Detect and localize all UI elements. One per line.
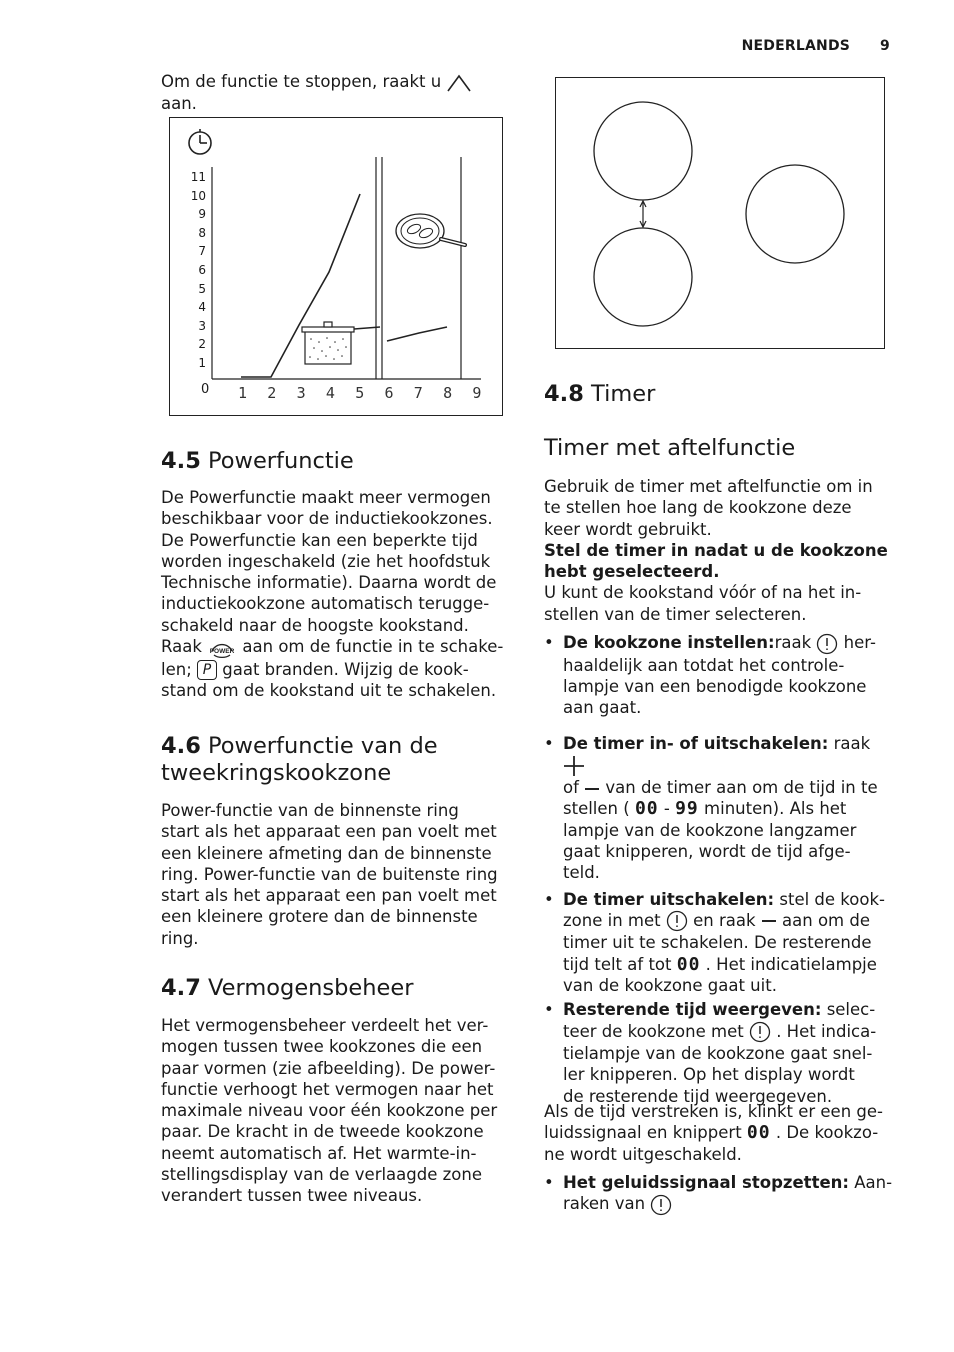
y-tick-label: 8 <box>198 225 206 240</box>
list-item: • De timer in- of uitschakelen: raak of van de timer aan om de tijd in te stellen ( 00 - 99 minuten). Als het lampje van de kookzone langzamer gaat knipperen, wordt de tijd afge- teld. <box>544 733 894 883</box>
y-tick-label: 6 <box>198 263 206 277</box>
text-line: U kunt de kookstand vóór of na het in- <box>544 583 862 603</box>
y-tick-label: 3 <box>198 318 206 333</box>
list-item: • De kookzone instellen:raak her- haaldelijk aan totdat het controle- lampje van een benodigde kookzone aan gaat. <box>544 632 894 718</box>
timer-icon <box>749 1021 771 1043</box>
text-line: inductiekookzone automatisch terugge- <box>161 594 490 614</box>
section-4-6 <box>161 733 511 787</box>
section-4-8-body: Gebruik de timer met aftelfunctie om in te stellen hoe lang de kookzone deze keer wordt gebruikt. Stel de timer in nadat u de kookzone hebt geselecteerd. U kunt de kookstand vóór of na het in- stellen van de timer selecteren. <box>544 476 894 625</box>
section-4-7-body <box>161 1015 511 1207</box>
x-tick-label: 1 <box>238 384 248 402</box>
section-4-7 <box>161 975 511 1002</box>
chevron-up-icon <box>446 73 472 93</box>
text-line: paar vormen (zie afbeelding). De power- <box>161 1058 496 1078</box>
section-heading: 4.5 Powerfunctie <box>161 448 354 474</box>
pair-arrow-icon <box>640 201 646 227</box>
text-line: start als het apparaat een pan voelt met <box>161 822 497 842</box>
x-tick-label: 4 <box>325 384 335 402</box>
list-item: • Resterende tijd weergeven: selec- teer de kookzone met . Het indica- tielampje van de kookzone gaat snel- ler knipperen. Op het display wordt de resterende tijd weergegeven. <box>544 999 894 1107</box>
plus-icon <box>563 755 585 777</box>
text-line: neemt automatisch af. Het warmte-in- <box>161 1143 477 1163</box>
text-line: mogen tussen twee kookzones die een <box>161 1037 483 1057</box>
display-digits: 99 <box>675 798 699 820</box>
text-line: een kleinere grotere dan de binnenste <box>161 907 478 927</box>
x-tick-label: 5 <box>355 384 365 402</box>
text-line: De Powerfunctie kan een beperkte tijd <box>161 530 478 550</box>
section-heading: 4.7 Vermogensbeheer <box>161 975 414 1001</box>
section-4-8-subtitle: Timer met aftelfunctie <box>544 435 796 461</box>
clock-icon <box>189 129 211 154</box>
y-tick-label: 10 <box>190 188 206 203</box>
display-digits: 00 <box>676 953 701 975</box>
text-line: paar. De kracht in de tweede kookzone <box>161 1122 484 1142</box>
text-line: Technische informatie). Daarna wordt de <box>161 573 497 593</box>
display-digits: 00 <box>634 798 659 820</box>
cooking-zone <box>594 228 692 326</box>
text-line: verandert tussen twee niveaus. <box>161 1186 423 1206</box>
section-4-5 <box>161 448 511 475</box>
display-digits: 00 <box>746 1122 771 1144</box>
power-graph <box>169 117 503 416</box>
section-4-5-body: De Powerfunctie maakt meer vermogen beschikbaar voor de inductiekookzones. De Powerfunctie kan een beperkte tijd worden ingeschakeld (zie het hoofdstuk Technische informatie). Daarna wordt de inductiekookzone automatisch terugge- schakeld naar de hoogste kookstand. Raak POWER aan om de functie in te schake- len; P gaat branden. Wijzig de kook- stand om de kookstand uit te schakelen. <box>161 487 511 701</box>
page-header <box>712 38 890 54</box>
origin-label: 0 <box>201 382 210 397</box>
y-tick-label: 1 <box>198 356 206 370</box>
x-tick-label: 9 <box>472 384 482 402</box>
x-tick-label: 8 <box>443 384 453 402</box>
timer-end-text: Als de tijd verstreken is, klinkt er een ge- luidssignaal en knippert 00 . De kookzo- ne wordt uitgeschakeld. <box>544 1102 883 1164</box>
x-tick-label: 7 <box>413 384 423 402</box>
text-line: ring. <box>161 928 199 948</box>
y-tick-label: 5 <box>198 281 206 296</box>
section-4-8 <box>544 381 894 408</box>
text-line: schakeld naar de hoogste kookstand. <box>161 615 469 635</box>
timer-icon <box>816 633 838 655</box>
text-line: beschikbaar voor de inductiekookzones. <box>161 509 493 529</box>
text-line: te stellen hoe lang de kookzone deze <box>544 498 852 518</box>
power-icon <box>207 637 237 659</box>
text-line: worden ingeschakeld (zie het hoofdstuk <box>161 551 491 571</box>
section-4-6-body <box>161 800 511 949</box>
text-line: De Powerfunctie maakt meer vermogen <box>161 488 491 507</box>
text-line: functie verhoogt het vermogen naar het <box>161 1079 494 1099</box>
section-heading: 4.6 Powerfunctie van de <box>161 733 438 759</box>
text-line: start als het apparaat een pan voelt met <box>161 886 497 906</box>
frying-pan-icon <box>396 214 465 248</box>
text-line: Power-functie van de binnenste ring <box>161 801 459 820</box>
page-number: 9 <box>880 38 890 54</box>
y-tick-label: 9 <box>198 207 206 222</box>
text-line: Het vermogensbeheer verdeelt het ver- <box>161 1016 489 1035</box>
minus-icon <box>761 916 777 926</box>
y-tick-label: 11 <box>190 170 206 184</box>
intro-line: aan. <box>161 93 197 113</box>
list-item: • Het geluidssignaal stopzetten: Aan- raken van <box>544 1172 894 1216</box>
y-tick-label: 7 <box>198 244 206 259</box>
text-line: Gebruik de timer met aftelfunctie om in <box>544 477 873 496</box>
text-line: ring. Power-functie van de buitenste ring <box>161 864 498 884</box>
x-tick-label: 2 <box>267 384 277 402</box>
text-line: stellen van de timer selecteren. <box>544 604 807 624</box>
text-line: een kleinere afmeting dan de binnenste <box>161 843 492 863</box>
hob-diagram <box>555 77 885 349</box>
minus-icon <box>584 784 600 794</box>
svg-text:POWER: POWER <box>209 647 235 655</box>
text-line: keer wordt gebruikt. <box>544 519 712 539</box>
header-language: NEDERLANDS <box>741 38 851 54</box>
x-tick-label: 6 <box>384 384 394 402</box>
x-tick-label: 3 <box>296 384 306 402</box>
timer-icon <box>650 1194 672 1216</box>
cooking-zone <box>746 165 844 263</box>
list-item: • De timer uitschakelen: stel de kook- zone in met en raak aan om de timer uit te schakelen. De resterende tijd telt af tot 00 . Het indicatielampje van de kookzone gaat uit. <box>544 889 894 997</box>
intro-line: Om de functie te stoppen, raakt u <box>161 72 442 91</box>
y-tick-label: 2 <box>198 337 206 352</box>
timer-bullets <box>544 632 894 1107</box>
p-indicator-icon: P <box>197 660 217 680</box>
cooking-zone <box>594 102 692 200</box>
reduced-curve <box>387 327 447 341</box>
y-tick-label: 4 <box>198 300 206 315</box>
text-line: maximale niveau voor één kookzone per <box>161 1101 498 1121</box>
pot-icon <box>302 322 380 364</box>
section-heading: 4.8 Timer <box>544 381 656 407</box>
section-heading-cont: tweekringskookzone <box>161 760 392 786</box>
intro-text <box>161 71 511 114</box>
timer-bullets-2 <box>544 1172 894 1216</box>
timer-icon <box>666 910 688 932</box>
text-line: stellingsdisplay van de verlaagde zone <box>161 1165 482 1185</box>
